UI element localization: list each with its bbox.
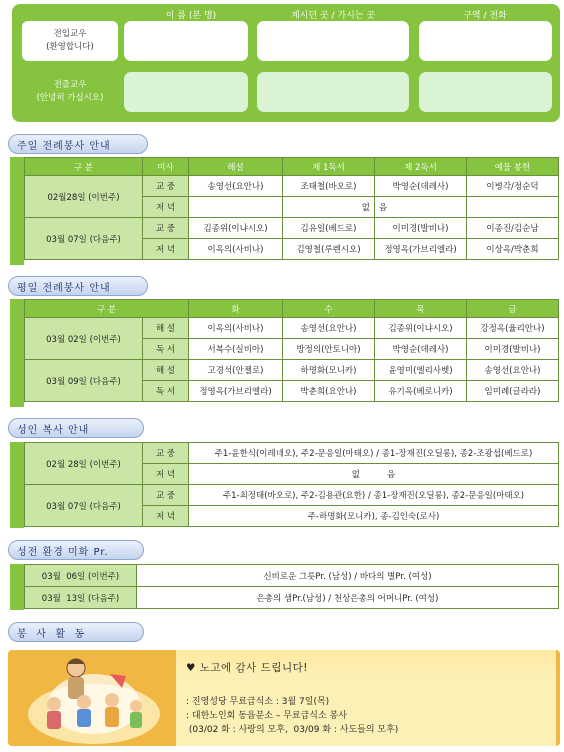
environment-date-next-week: 03월 13일 (다음주) [25, 587, 137, 609]
table-cell: 주-하명화(모니카), 종-김인숙(로사) [189, 506, 559, 527]
table-cell: 김종위(이냐시오) [375, 318, 467, 339]
service-section-title [8, 622, 144, 642]
acolyte-section-title: 성인 복사 안내 [8, 418, 144, 438]
weekday-header-division: 구 분 [25, 300, 189, 318]
table-cell: 김유일(베드로) [283, 218, 375, 239]
sunday-mass-label: 저 녁 [143, 239, 189, 260]
weekday-side-bar [10, 299, 24, 407]
weekday-section-title: 평일 전례봉사 안내 [8, 276, 148, 296]
table-cell: 강정옥(율리안나) [467, 318, 559, 339]
acolyte-date-this-week: 02월 28일 (이번주) [25, 443, 143, 485]
incoming-label [22, 21, 118, 61]
table-cell: 정영옥(가브리엘라) [189, 381, 283, 402]
sunday-mass-label: 교 중 [143, 218, 189, 239]
sunday-header-commentary: 해설 [189, 158, 283, 176]
table-cell: 이상옥/박춘희 [467, 239, 559, 260]
incoming-label-line1: 전입교우 [53, 29, 87, 39]
weekday-header-tue: 화 [189, 300, 283, 318]
table-cell [189, 197, 283, 218]
outgoing-label-line1: 전출교우 [53, 80, 87, 90]
table-cell: 송영선(요안나) [283, 318, 375, 339]
table-cell: 송영선(요안나) [467, 360, 559, 381]
sunday-header-offering: 예물 봉헌 [467, 158, 559, 176]
acolyte-mass-label: 저 녁 [143, 506, 189, 527]
environment-date-this-week: 03월 06일 (이번주) [25, 565, 137, 587]
incoming-district-box [419, 21, 552, 61]
table-cell: 정영옥(가브리엘라) [375, 239, 467, 260]
table-cell: 조태철(바오로) [283, 176, 375, 197]
weekday-date-this-week: 03월 02일 (이번주) [25, 318, 143, 360]
sunday-mass-label: 교 중 [143, 176, 189, 197]
weekday-role-label: 독 서 [143, 339, 189, 360]
table-cell: 이미경(발비나) [467, 339, 559, 360]
environment-side-bar [10, 564, 24, 610]
weekday-date-next-week: 03월 09일 (다음주) [25, 360, 143, 402]
volunteer-illustration [14, 654, 170, 744]
district-column-header: 구역 / 전화 [463, 11, 507, 21]
name-column-header: 이 름 (본 명) [165, 11, 217, 21]
table-cell [467, 197, 559, 218]
sunday-side-bar [10, 157, 24, 265]
place-column-header: 계시던 곳 / 가시는 곳 [290, 11, 376, 21]
table-cell: 이미경(발비나) [375, 218, 467, 239]
table-cell: 이옥의(사비나) [189, 318, 283, 339]
table-cell: 유기옥(베로니카) [375, 381, 467, 402]
service-thanks [186, 660, 308, 675]
table-cell: 김영철(루렌시오) [283, 239, 375, 260]
weekday-role-label: 해 설 [143, 318, 189, 339]
acolyte-mass-label: 저 녁 [143, 464, 189, 485]
table-cell: 없 [283, 197, 375, 218]
acolyte-date-next-week: 03월 07일 (다음주) [25, 485, 143, 527]
sunday-header-reading2: 제 2독서 [375, 158, 467, 176]
outgoing-district-box [419, 72, 552, 112]
service-title-text: 봉 사 활 동 [17, 628, 85, 640]
service-line-3: (03/02 화 : 사랑의 모후, 03/09 화 : 사도들의 모후) [186, 725, 399, 735]
table-cell: 윤영미(엘리사벳) [375, 360, 467, 381]
outgoing-name-box [124, 72, 248, 112]
table-cell: 없 음 [189, 464, 559, 485]
table-cell: 박영순(데레사) [375, 176, 467, 197]
table-cell: 주1-윤한식(이레네오), 주2-문응일(마태오) / 종1-장재진(오딜롱), 종2-조광섭(베드로) [189, 443, 559, 464]
table-cell: 김종위(이냐시오) [189, 218, 283, 239]
table-cell: 이병각/정순덕 [467, 176, 559, 197]
outgoing-label [22, 72, 118, 112]
sunday-date-next-week: 03월 07일 (다음주) [25, 218, 143, 260]
outgoing-place-box [257, 72, 409, 112]
weekday-header-fri: 금 [467, 300, 559, 318]
sunday-header-reading1: 제 1독서 [283, 158, 375, 176]
service-line-1: : 진영성당 무료급식소 : 3월 7일(목) [186, 697, 330, 707]
sunday-header-mass: 미사 [143, 158, 189, 176]
weekday-role-label: 해 설 [143, 360, 189, 381]
weekday-role-label: 독 서 [143, 381, 189, 402]
sunday-mass-label: 저 녁 [143, 197, 189, 218]
table-cell: 주1-최정태(바오로), 주2-김용관(요한) / 종1-장재진(오딜롱), 종2-문응일(마태오) [189, 485, 559, 506]
table-cell: 임미례(글라라) [467, 381, 559, 402]
weekday-header-wed: 수 [283, 300, 375, 318]
heart-icon: ♥ [186, 662, 196, 674]
service-line-2: : 대한노인회 동읍분소 – 무료급식소 봉사 [186, 711, 347, 721]
table-cell: 하명화(모니카) [283, 360, 375, 381]
table-cell: 신비로운 그릇Pr. (남성) / 바다의 별Pr. (여성) [137, 565, 559, 587]
table-cell: 방정의(안토니아) [283, 339, 375, 360]
acolyte-mass-label: 교 중 [143, 443, 189, 464]
service-thanks-text: 노고에 감사 드립니다! [199, 662, 308, 674]
acolyte-table [24, 442, 559, 527]
sunday-header-division: 구 분 [25, 158, 143, 176]
table-cell: 음 [375, 197, 467, 218]
table-cell: 박춘희(요안나) [283, 381, 375, 402]
environment-section-title: 성전 환경 미화 Pr. [8, 540, 144, 560]
sunday-section-title: 주일 전례봉사 안내 [8, 134, 148, 154]
weekday-header-thu: 목 [375, 300, 467, 318]
weekday-table [24, 299, 559, 402]
table-cell: 이옥의(사비나) [189, 239, 283, 260]
acolyte-side-bar [10, 442, 24, 528]
table-cell: 박영순(데레사) [375, 339, 467, 360]
environment-table [24, 564, 559, 609]
acolyte-mass-label: 교 중 [143, 485, 189, 506]
table-cell: 은총의 샘Pr.(남성) / 천상은총의 어머니Pr. (여성) [137, 587, 559, 609]
table-cell: 서복수(실비아) [189, 339, 283, 360]
incoming-name-box [124, 21, 248, 61]
incoming-label-line2: (환영합니다) [46, 42, 94, 52]
sunday-table [24, 157, 559, 260]
table-cell: 송영선(요안나) [189, 176, 283, 197]
newcomer-panel [12, 4, 560, 122]
sunday-date-this-week: 02월28일 (이번주) [25, 176, 143, 218]
table-cell: 고경석(안젤로) [189, 360, 283, 381]
incoming-place-box [257, 21, 409, 61]
table-cell: 이종진/김순남 [467, 218, 559, 239]
outgoing-label-line2: (안녕히 가십시오) [36, 93, 104, 103]
